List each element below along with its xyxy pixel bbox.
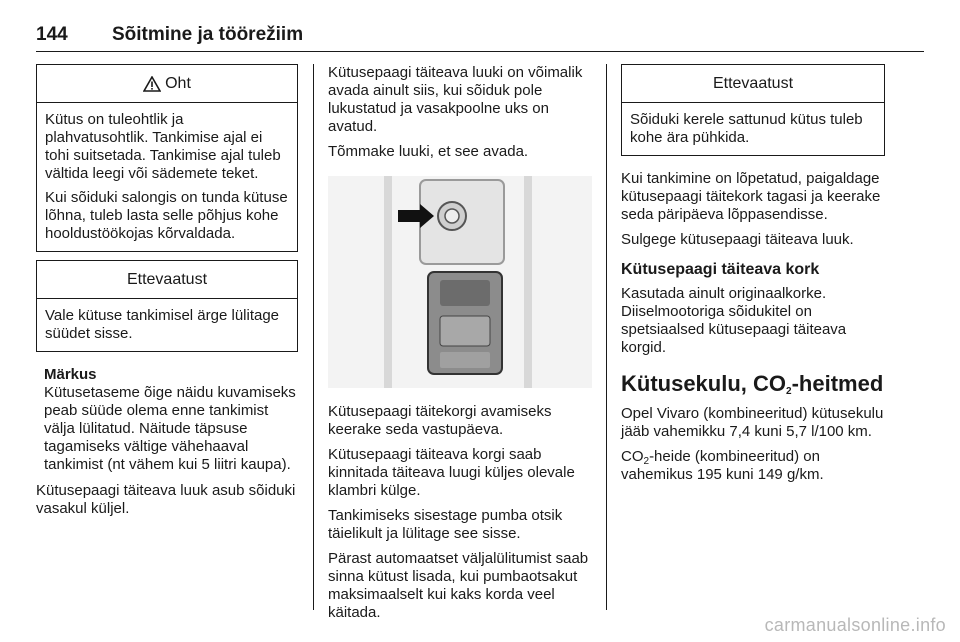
column-left — [36, 64, 298, 525]
danger-title: Oht — [165, 74, 191, 92]
caution-box — [621, 64, 885, 156]
caution-title: Ettevaatust — [712, 74, 794, 92]
page-title: Sõitmine ja töörežiim — [112, 24, 304, 45]
note-block — [36, 366, 298, 474]
column-divider-right — [606, 64, 607, 610]
consumption-text: Opel Vivaro (kombineeritud) kütusekulu jääb vahemikku 7,4 kuni 5,7 l/100 km. — [621, 405, 884, 440]
caution-text: Sõiduki kerele sattunud kütus tuleb kohe ära pühkida. — [630, 111, 863, 146]
body-paragraph: Kütusepaagi täiteava luuki on võimalik avada ainult siis, kui sõiduk pole lukustatud ja vasakpoolne uks on avatud. — [328, 64, 583, 135]
body-paragraph: Sulgege kütusepaagi täiteava luuk. — [621, 231, 854, 248]
danger-box-body — [37, 103, 297, 251]
danger-paragraph: Kütus on tuleohtlik ja plahvatusohtlik. Tankimise ajal ei tohi suitsetada. Tankimise ajal tuleb vältida leegi või sädemete teket. — [45, 111, 281, 182]
column-middle — [328, 64, 592, 629]
caution-box-header — [37, 261, 297, 299]
note-title: Märkus — [44, 366, 97, 383]
fuel-filler-flap-illustration — [328, 176, 592, 388]
warning-triangle-icon — [143, 76, 161, 92]
danger-box — [36, 64, 298, 252]
note-text: Kütusetaseme õige näidu kuvamiseks peab süüde olema enne tankimist välja lülitatud. Näitude täpsuse tagamiseks vältige vähehaaval tankimist (nt vähem kui 5 liitri kaupa). — [44, 384, 296, 473]
page-number: 144 — [36, 24, 68, 45]
fuel-flap-location: Kütusepaagi täiteava luuk asub sõiduki vasakul küljel. — [36, 482, 296, 517]
caution-box-body — [37, 299, 297, 351]
section-heading-fuel-cap: Kütusepaagi täiteava kork — [621, 261, 820, 278]
caution-text: Vale kütuse tankimisel ärge lülitage süüdet sisse. — [45, 307, 280, 342]
column-right — [621, 64, 885, 491]
danger-paragraph: Kui sõiduki salongis on tunda kütuse lõhna, tuleb lasta selle põhjus kohe hooldustöökojas kõrvaldada. — [45, 189, 288, 242]
caution-box — [36, 260, 298, 352]
body-paragraph: Tõmmake luuki, et see avada. — [328, 143, 529, 160]
co2-text: $CO_2$-heide (kombineeritud) on vahemikus 195 kuni 149 g/km. — [621, 448, 824, 483]
caution-title: Ettevaatust — [126, 270, 208, 288]
caution-box-body — [622, 103, 884, 155]
body-paragraph: Kütusepaagi täiteava korgi saab kinnitada täiteava luugi küljes olevale klambri külge. — [328, 446, 575, 499]
watermark: carmanualsonline.info — [764, 615, 946, 635]
body-paragraph: Tankimiseks sisestage pumba otsik täielikult ja lülitage see sisse. — [328, 507, 563, 542]
body-paragraph: Kasutada ainult originaalkorke. Diiselmootoriga sõidukitel on spetsiaalsed kütusepaagi täiteava korgid. — [621, 285, 847, 356]
body-paragraph: Kütusepaagi täitekorgi avamiseks keerake seda vastupäeva. — [328, 403, 552, 438]
column-divider-left — [313, 64, 314, 610]
danger-box-header — [37, 65, 297, 103]
body-paragraph: Kui tankimine on lõpetatud, paigaldage kütusepaagi täitekork tagasi ja keerake seda päripäeva lõppasendisse. — [621, 170, 881, 223]
body-paragraph: Pärast automaatset väljalülitumist saab sinna kütust lisada, kui pumbaotsakut maksimaalselt kui kaks korda veel käitada. — [328, 550, 589, 621]
page-header — [36, 22, 924, 52]
caution-box-header — [622, 65, 884, 103]
section-heading-consumption: Kütusekulu, $CO_2$-heitmed — [621, 371, 884, 397]
